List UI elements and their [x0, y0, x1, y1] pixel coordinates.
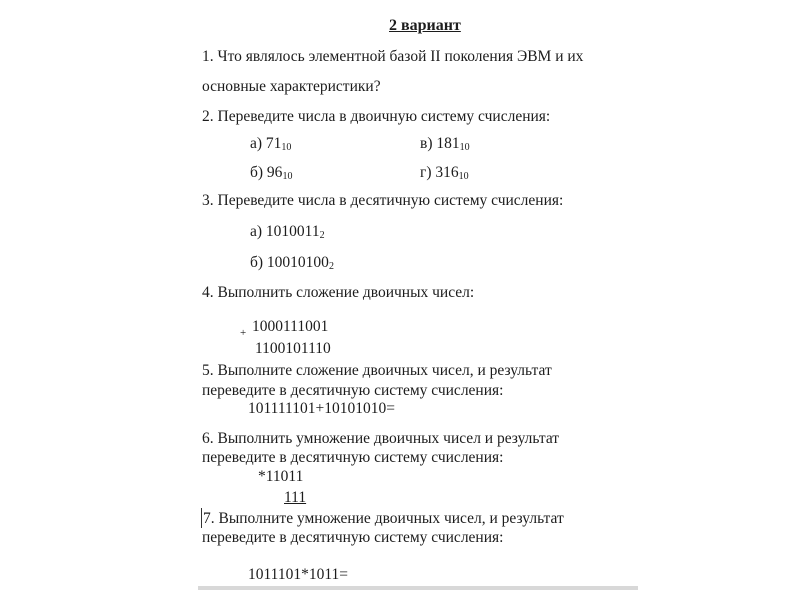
question-1-line-1: 1. Что являлось элементной базой II поколения ЭВМ и их: [202, 48, 584, 65]
question-5-expression: 101111101+10101010=: [248, 400, 395, 417]
question-3-item-b: б) $10010100_2$: [250, 254, 334, 272]
question-6-line-2: переведите в десятичную систему счисления:: [202, 449, 504, 466]
question-5-line-1: 5. Выполните сложение двоичных чисел, и результат: [202, 362, 552, 379]
question-2-item-a: а) $71_{10}$: [250, 135, 292, 153]
page-title: 2 вариант: [389, 17, 461, 34]
horizontal-scrollbar[interactable]: [198, 586, 638, 590]
question-4-text: 4. Выполнить сложение двоичных чисел:: [202, 284, 475, 301]
question-2-item-v: в) $181_{10}$: [420, 135, 470, 153]
question-7-line-1: 7. Выполните умножение двоичных чисел, и результат: [203, 510, 564, 527]
question-3-text: 3. Переведите числа в десятичную систему счисления:: [202, 192, 564, 209]
question-6-number-1: *11011: [258, 468, 304, 485]
question-5-line-2: переведите в десятичную систему счисления:: [202, 382, 504, 399]
text-cursor: [201, 508, 202, 528]
question-1-line-2: основные характеристики?: [202, 78, 381, 95]
question-7-expression: 1011101*1011=: [248, 566, 349, 583]
plus-sign: +: [240, 327, 247, 339]
question-3-item-a: а) $1010011_2$: [250, 223, 325, 241]
question-6-line-1: 6. Выполнить умножение двоичных чисел и результат: [202, 430, 560, 447]
question-2-item-b: б) $96_{10}$: [250, 164, 293, 182]
question-4-number-2: 1100101110: [255, 340, 331, 357]
question-7-line-2: переведите в десятичную систему счисления:: [202, 529, 504, 546]
question-2-text: 2. Переведите числа в двоичную систему счисления:: [202, 108, 551, 125]
question-2-item-g: г) $316_{10}$: [420, 164, 469, 182]
question-6-number-2: 111: [284, 489, 307, 506]
question-4-number-1: 1000111001: [252, 318, 329, 335]
